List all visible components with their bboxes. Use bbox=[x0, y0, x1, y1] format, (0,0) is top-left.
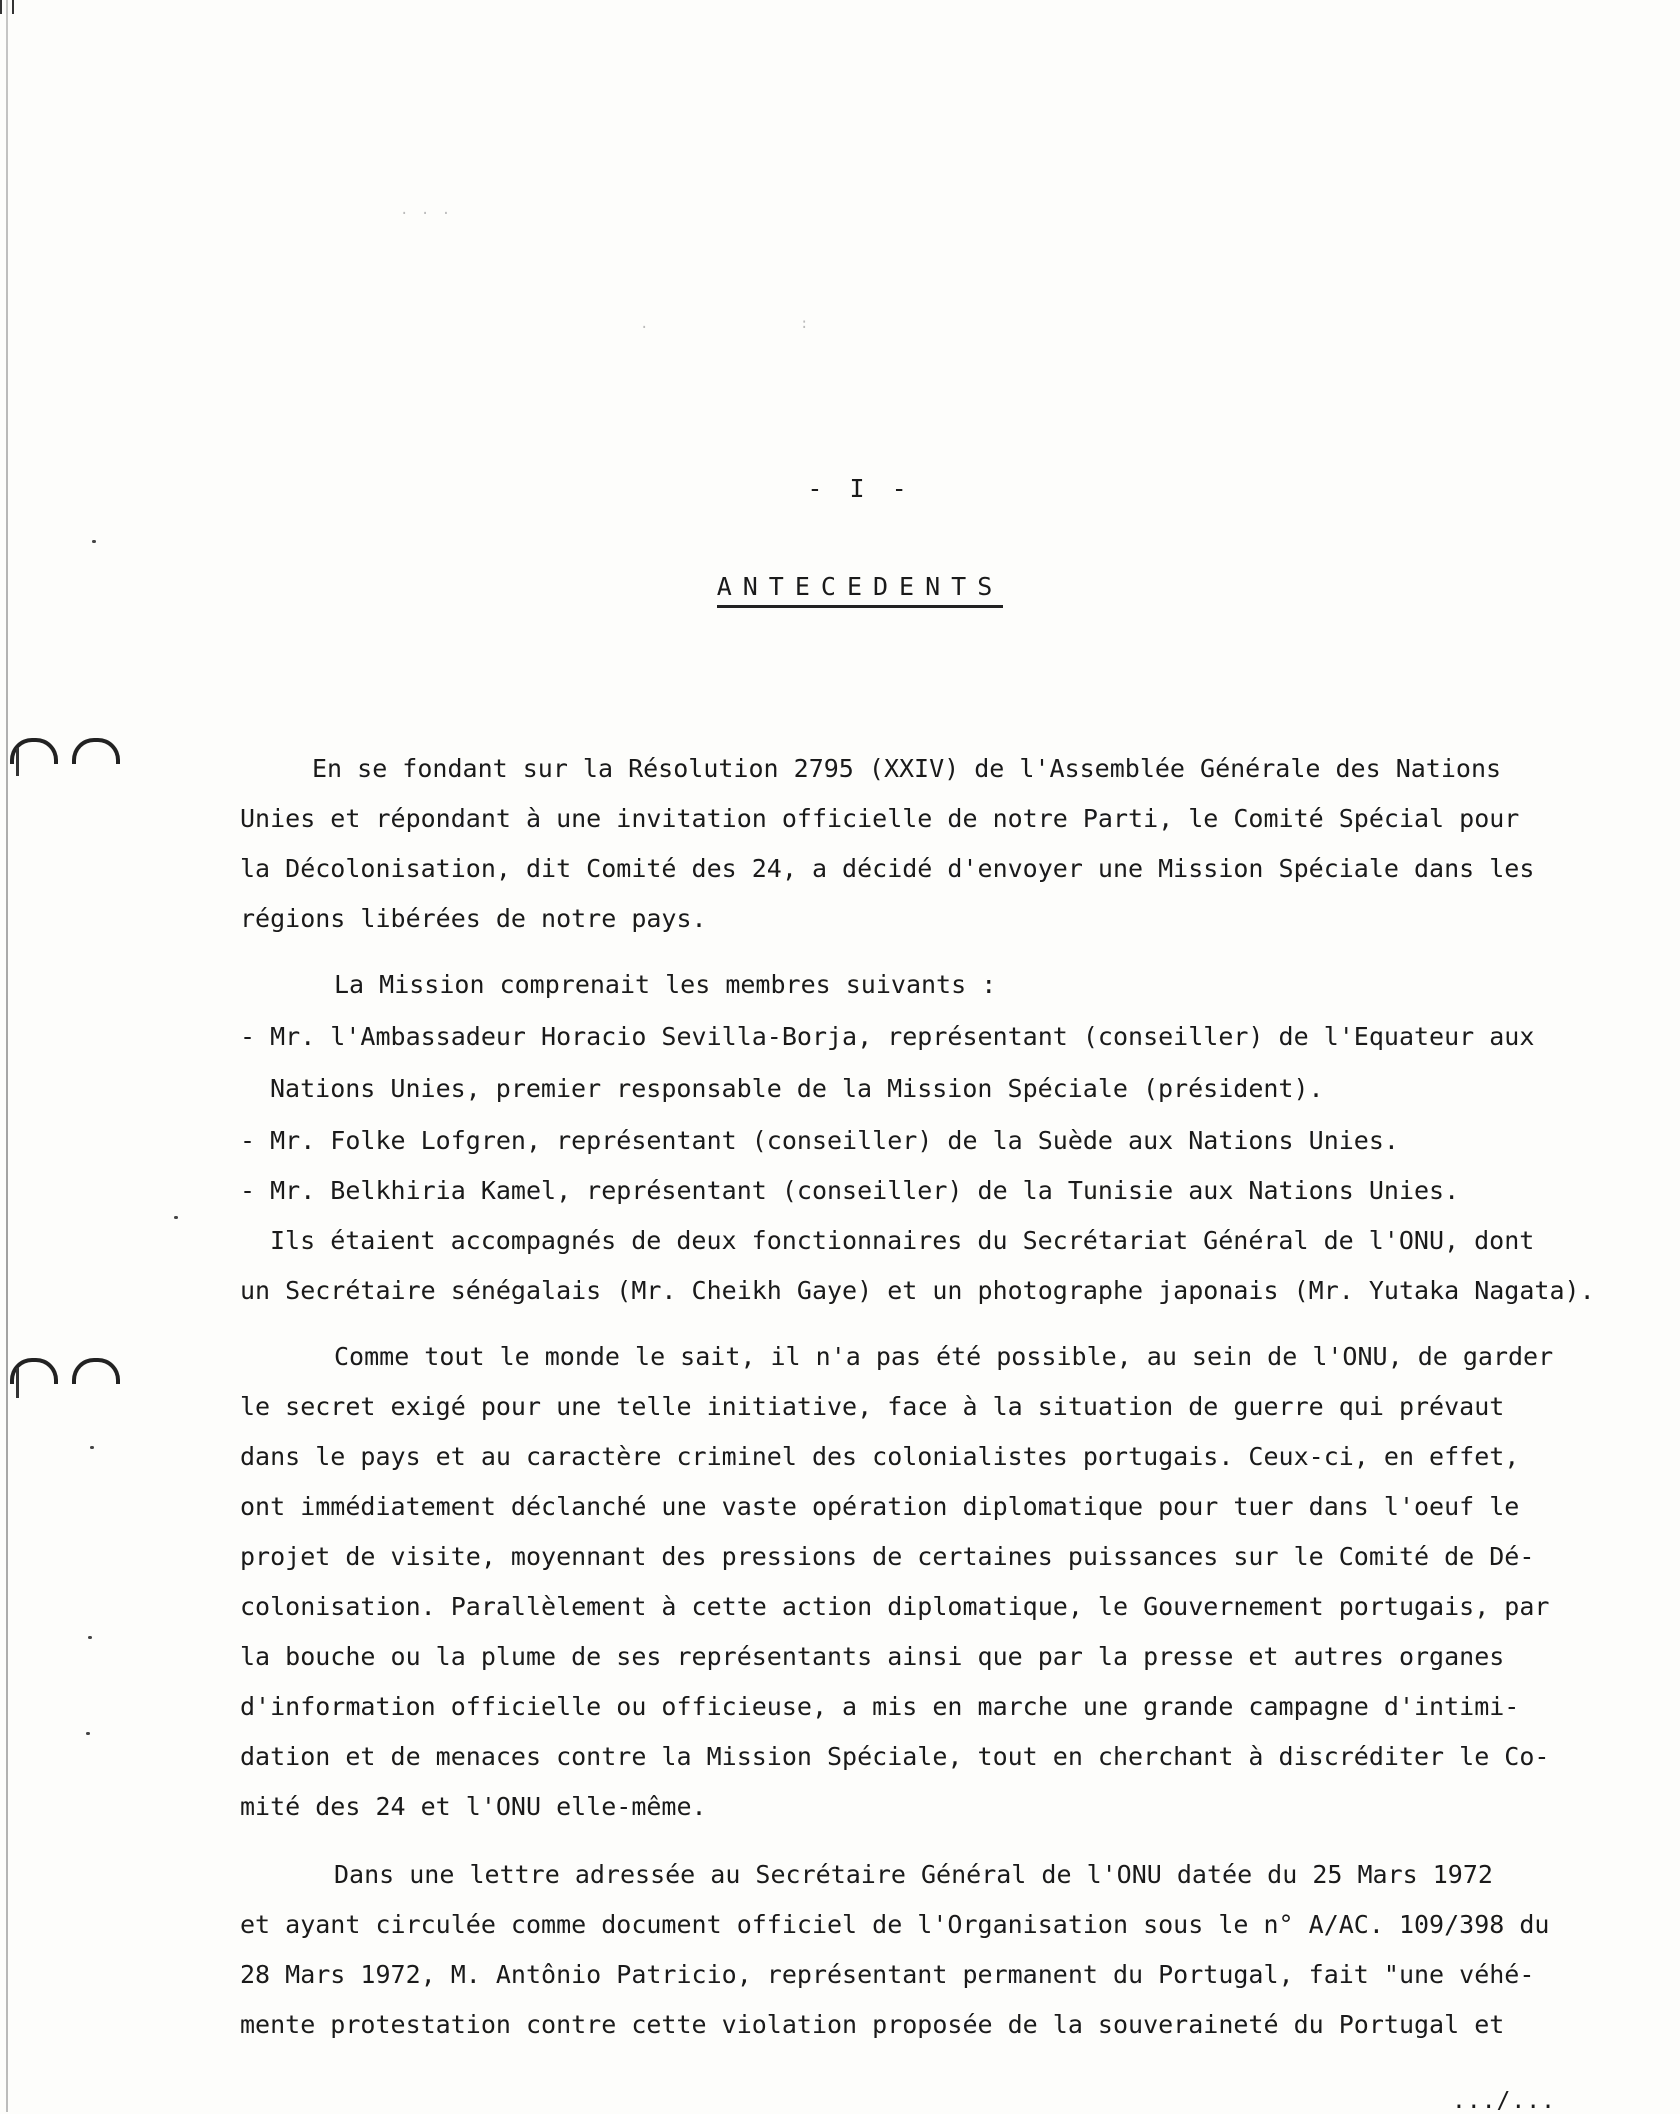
text-line: et ayant circulée comme document officiel de l'Organisation sous le n° A/AC. 109/398 du bbox=[240, 1910, 1550, 1939]
text-line: régions libérées de notre pays. bbox=[240, 904, 707, 933]
text-line: mente protestation contre cette violation proposée de la souveraineté du Portugal et bbox=[240, 2010, 1505, 2039]
scan-speck bbox=[90, 1446, 94, 1449]
text-line: Ils étaient accompagnés de deux fonctionnaires du Secrétariat Général de l'ONU, dont bbox=[270, 1226, 1535, 1255]
text-line: Comme tout le monde le sait, il n'a pas été possible, au sein de l'ONU, de garder bbox=[334, 1342, 1554, 1371]
scan-speck bbox=[174, 1216, 178, 1219]
text-line: En se fondant sur la Résolution 2795 (XXIV) de l'Assemblée Générale des Nations bbox=[312, 754, 1502, 783]
punch-hole-stem bbox=[16, 748, 19, 776]
text-line: le secret exigé pour une telle initiative, face à la situation de guerre qui prévaut bbox=[240, 1392, 1505, 1421]
punch-hole-stem bbox=[16, 1368, 19, 1398]
scan-edge-line bbox=[6, 0, 8, 2112]
text-line: Nations Unies, premier responsable de la Mission Spéciale (président). bbox=[270, 1074, 1324, 1103]
text-line: - Mr. l'Ambassadeur Horacio Sevilla-Borja, représentant (conseiller) de l'Equateur aux bbox=[240, 1022, 1535, 1051]
scan-noise: : bbox=[800, 316, 811, 332]
section-title bbox=[0, 572, 1680, 601]
text-line: projet de visite, moyennant des pressions de certaines puissances sur le Comité de Dé- bbox=[240, 1542, 1535, 1571]
text-line: d'information officielle ou officieuse, a mis en marche une grande campagne d'intimi- bbox=[240, 1692, 1520, 1721]
text-line: mité des 24 et l'ONU elle-même. bbox=[240, 1792, 707, 1821]
text-line: dans le pays et au caractère criminel des colonialistes portugais. Ceux-ci, en effet, bbox=[240, 1442, 1520, 1471]
scan-noise: . . . bbox=[400, 202, 453, 218]
text-line: Unies et répondant à une invitation officielle de notre Parti, le Comité Spécial pour bbox=[240, 804, 1520, 833]
text-line: Dans une lettre adressée au Secrétaire Général de l'ONU datée du 25 Mars 1972 bbox=[334, 1860, 1493, 1889]
text-line: dation et de menaces contre la Mission Spéciale, tout en cherchant à discréditer le Co- bbox=[240, 1742, 1550, 1771]
section-title-text: ANTECEDENTS bbox=[717, 572, 1004, 608]
punch-hole-mark bbox=[72, 1358, 120, 1384]
scan-corner-mark bbox=[0, 0, 14, 14]
text-line: colonisation. Parallèlement à cette action diplomatique, le Gouvernement portugais, par bbox=[240, 1592, 1550, 1621]
scan-speck bbox=[86, 1732, 90, 1735]
section-number: - I - bbox=[807, 474, 913, 503]
page-continuation-marker: .../... bbox=[1452, 2088, 1556, 2114]
text-line: la bouche ou la plume de ses représentants ainsi que par la presse et autres organes bbox=[240, 1642, 1505, 1671]
scan-noise: . bbox=[640, 316, 651, 332]
text-line: un Secrétaire sénégalais (Mr. Cheikh Gaye) et un photographe japonais (Mr. Yutaka Nagata). bbox=[240, 1276, 1595, 1305]
text-line: - Mr. Belkhiria Kamel, représentant (conseiller) de la Tunisie aux Nations Unies. bbox=[240, 1176, 1460, 1205]
punch-hole-mark bbox=[72, 738, 120, 764]
scan-speck bbox=[92, 540, 96, 543]
text-line: 28 Mars 1972, M. Antônio Patricio, représentant permanent du Portugal, fait "une véhé- bbox=[240, 1960, 1535, 1989]
text-line: ont immédiatement déclanché une vaste opération diplomatique pour tuer dans l'oeuf le bbox=[240, 1492, 1520, 1521]
text-line: la Décolonisation, dit Comité des 24, a décidé d'envoyer une Mission Spéciale dans les bbox=[240, 854, 1535, 883]
scan-speck bbox=[88, 1636, 92, 1639]
text-line: La Mission comprenait les membres suivants : bbox=[334, 970, 997, 999]
text-line: - Mr. Folke Lofgren, représentant (conseiller) de la Suède aux Nations Unies. bbox=[240, 1126, 1399, 1155]
